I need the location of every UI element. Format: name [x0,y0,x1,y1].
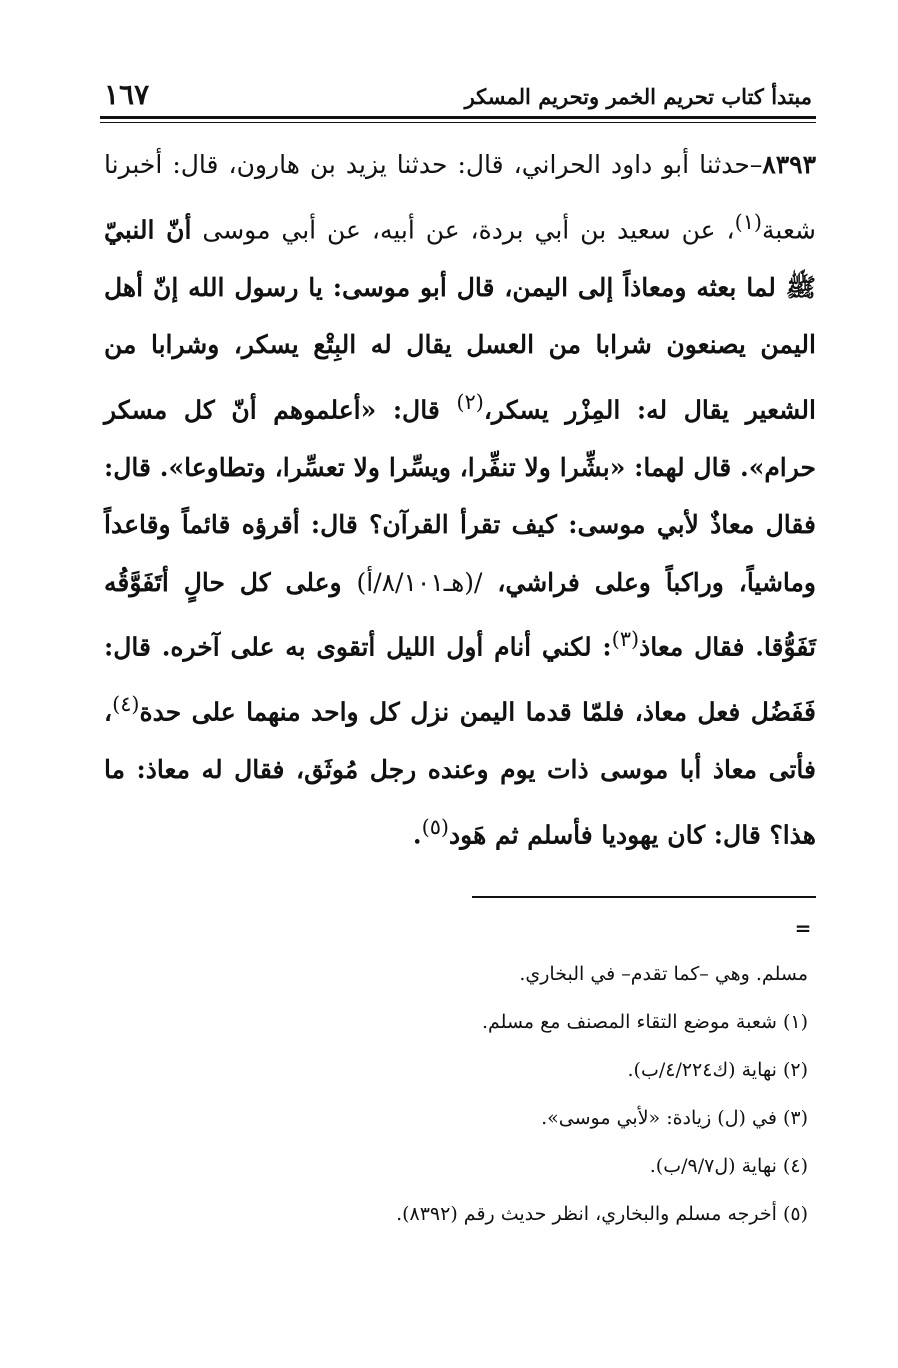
footnote-separator [472,896,816,898]
footnote-ref-5: (٥) [421,814,450,839]
footnote-continuation: مسلم. وهي –كما تقدم– في البخاري. [519,963,808,985]
hadith-end-punct: . [412,820,422,850]
hadith-isnad-end: ، عن سعيد بن أبي بردة، عن أبيه، عن أبي موسى [191,214,735,244]
page-number: ١٦٧ [104,78,150,111]
hadith-matn-3: وعلى كل حالٍ أتَفَوَّقُه تَفَوُّقا. فقال معاذ [104,567,816,662]
footnote-2: (٢) نهاية (ك٤/٢٢٤/ب). [627,1059,808,1081]
footnote-1: (١) شعبة موضع التقاء المصنف مع مسلم. [482,1011,808,1033]
footnote-5: (٥) أخرجه مسلم والبخاري، انظر حديث رقم (٨٣٩٢). [396,1203,808,1225]
hadith-matn-1: أنّ النبيّ ﷺ لما بعثه ومعاذاً إلى اليمن، قال أبو موسى: يا رسول الله إنّ أهل اليمن يصنعون شرابا من العسل يقال له البِتْع يسكر، وشرابا من الشعير يقال له: المِزْر يسكر، [104,214,816,425]
hadith-number: ٨٣٩٣ [762,150,816,179]
page-header [100,76,816,118]
manuscript-marker: /(هـ٨/١٠١/أ) [356,567,483,597]
footnotes [230,950,808,1238]
hadith-paragraph [104,136,816,864]
footnote-ref-3: (٣) [611,627,640,652]
footnote-4: (٤) نهاية (ل٩/٧/ب). [649,1155,808,1177]
footnote-ref-2: (٢) [456,389,484,414]
footnote-continuation-mark: = [794,916,812,940]
running-title: مبتدأ كتاب تحريم الخمر وتحريم المسكر [464,84,812,109]
footnote-3: (٣) في (ل) زيادة: «لأبي موسى». [541,1107,808,1129]
hadith-matn-4: : لكني أنام أول الليل أتقوى به على آخره. قال: فَفَضُل فعل معاذ، فلمّا قدما اليمن نزل كل واحد منهما على حدة [104,632,816,727]
hadith-matn-5: ، فأتى معاذ أبا موسى ذات يوم وعنده رجل مُوثَق، فقال له معاذ: ما هذا؟ قال: كان يهوديا فأسلم ثم هَود [104,697,816,850]
footnote-ref-4: (٤) [112,692,140,717]
header-rule-thin [100,122,816,123]
header-rule-thick [100,116,816,119]
hadith-text [104,136,816,864]
hadith-isnad: –حدثنا أبو داود الحراني، قال: حدثنا يزيد بن هارون، قال: أخبرنا شعبة [104,150,816,244]
footnote-ref-1: (١) [734,209,763,234]
hadith-matn-2: قال: «أعلموهم أنّ كل مسكر حرام». قال لهما: «بشِّرا ولا تنفِّرا، ويسِّرا ولا تعسِّرا، وتطاوعا». قال: فقال معاذٌ لأبي موسى: كيف تقرأ القرآن؟ قال: أقرؤه قائماً وقاعداً وماشياً، وراكباً وعلى فراشي، [104,395,817,597]
